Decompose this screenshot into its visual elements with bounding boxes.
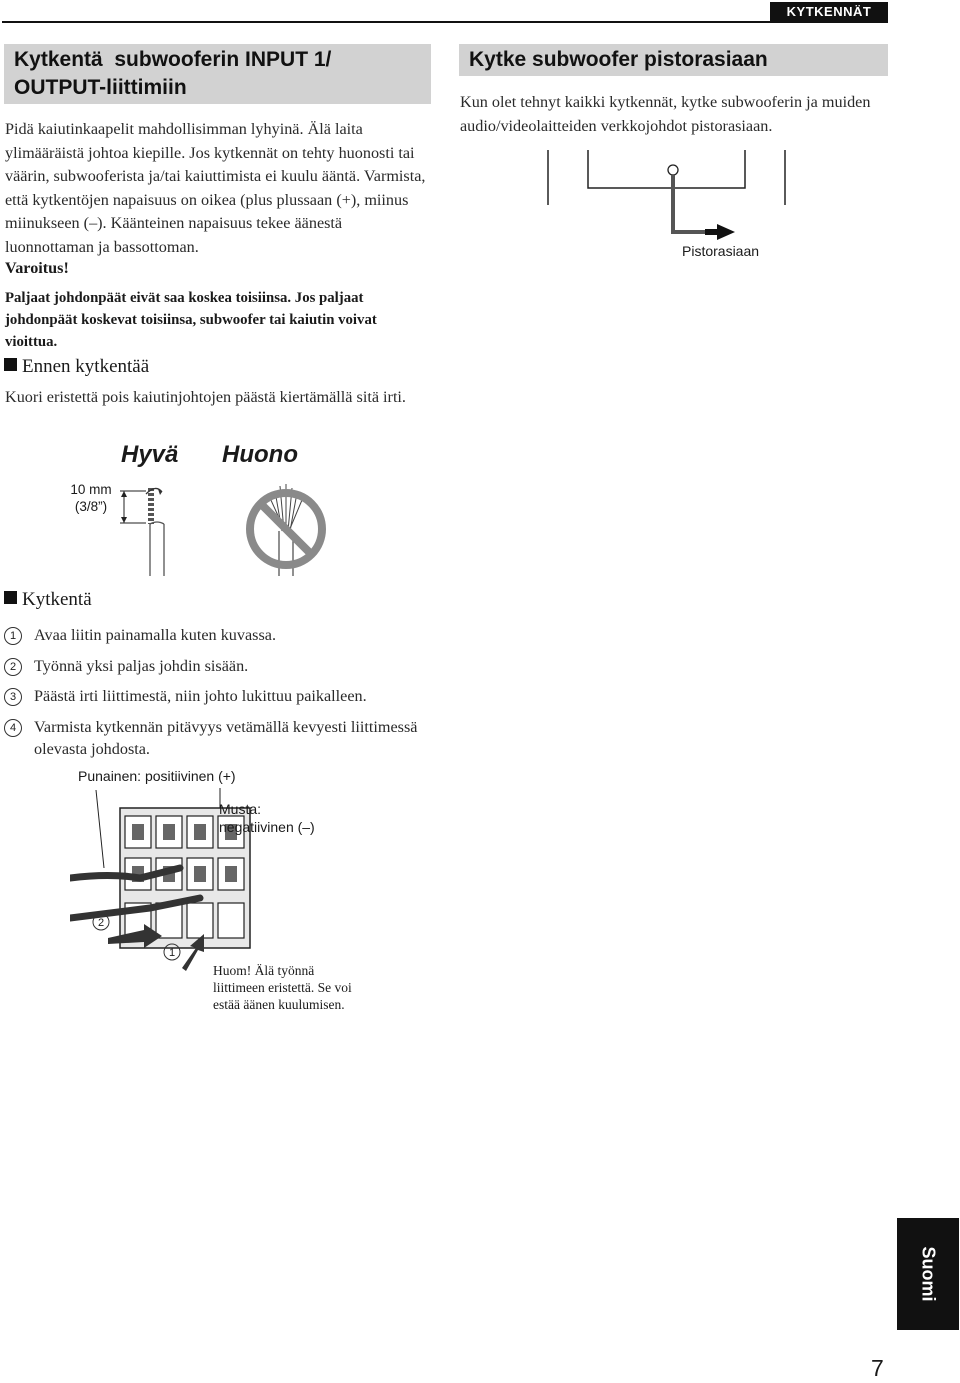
square-bullet-icon (4, 358, 17, 371)
step-text: Varmista kytkennän pitävyys vetämällä kevyesti liittimessä olevasta johdosta. (34, 717, 418, 758)
negative-label-line-2: negatiivinen (–) (219, 819, 315, 835)
step-number-icon: 1 (4, 627, 22, 645)
dim-line-2: (3/8”) (74, 499, 108, 514)
intro-paragraph: Pidä kaiutinkaapelit mahdollisimman lyhyinä. Älä laita ylimääräistä johtoa kiepille. Jos kytkennät on tehty huonosti tai väärin, subwooferista ja/tai kaiuttimista ei kuulu ääntä. Varmista, että kytkentöjen napaisuus on oikea (plus plussaan (+), miinus miinukseen (–). Käänteinen napaisuus tekee äänestä luonnottaman ja bassottoman. (5, 120, 426, 256)
language-tab-label: Suomi (918, 1246, 939, 1302)
heading-line-1: Kytkentä subwooferin INPUT 1/ (14, 48, 332, 71)
step-text: Avaa liitin painamalla kuten kuvassa. (34, 626, 276, 644)
good-label: Hyvä (121, 441, 179, 468)
warning-title: Varoitus! (5, 259, 69, 277)
insulation-note: Huom! Älä työnnä liittimeen eristettä. Se voi estää äänen kuulumisen. (213, 963, 352, 1012)
negative-label-line-1: Musta: (219, 801, 262, 817)
callout-1: 1 (168, 947, 176, 959)
connect-heading-text: Kytkentä (22, 589, 92, 610)
strip-length-label (60, 481, 122, 515)
header-rule (2, 21, 888, 23)
before-heading-text: Ennen kytkentää (22, 356, 150, 377)
list-item (4, 624, 434, 647)
step-number-icon: 4 (4, 719, 22, 737)
list-item (4, 655, 434, 678)
page-number: 7 (871, 1355, 884, 1381)
right-section-heading: Kytke subwoofer pistorasiaan (459, 44, 888, 76)
socket-label: Pistorasiaan (682, 243, 760, 259)
right-paragraph: Kun olet tehnyt kaikki kytkennät, kytke subwooferin ja muiden audio/videolaitteiden verkkojohdot pistorasiaan. (460, 93, 871, 135)
negative-terminal-label (219, 800, 349, 836)
dim-line-1: 10 mm (70, 482, 112, 497)
step-number-icon: 3 (4, 688, 22, 706)
list-item (4, 716, 434, 761)
before-paragraph: Kuori eristettä pois kaiutinjohtojen päästä kiertämällä sitä irti. (5, 388, 406, 406)
positive-terminal-label: Punainen: positiivinen (+) (78, 768, 236, 784)
connect-heading (4, 588, 92, 612)
section-tab: KYTKENNÄT (770, 2, 888, 22)
before-heading (4, 355, 149, 379)
bad-label: Huono (222, 441, 298, 468)
square-bullet-icon (4, 591, 17, 604)
step-list (4, 624, 434, 769)
list-item (4, 685, 434, 708)
callout-2: 2 (97, 917, 105, 929)
step-text: Päästä irti liittimestä, niin johto lukittuu paikalleen. (34, 687, 367, 705)
step-number-icon: 2 (4, 658, 22, 676)
language-tab (897, 1218, 959, 1330)
step-text: Työnnä yksi paljas johdin sisään. (34, 656, 249, 675)
warning-text: Paljaat johdonpäät eivät saa koskea toisiinsa. Jos paljaat johdonpäät koskevat toisiinsa, subwoofer tai kaiutin voivat vioittua. (5, 290, 377, 350)
heading-line-2: OUTPUT-liittimiin (14, 76, 187, 99)
left-section-heading (4, 44, 431, 104)
